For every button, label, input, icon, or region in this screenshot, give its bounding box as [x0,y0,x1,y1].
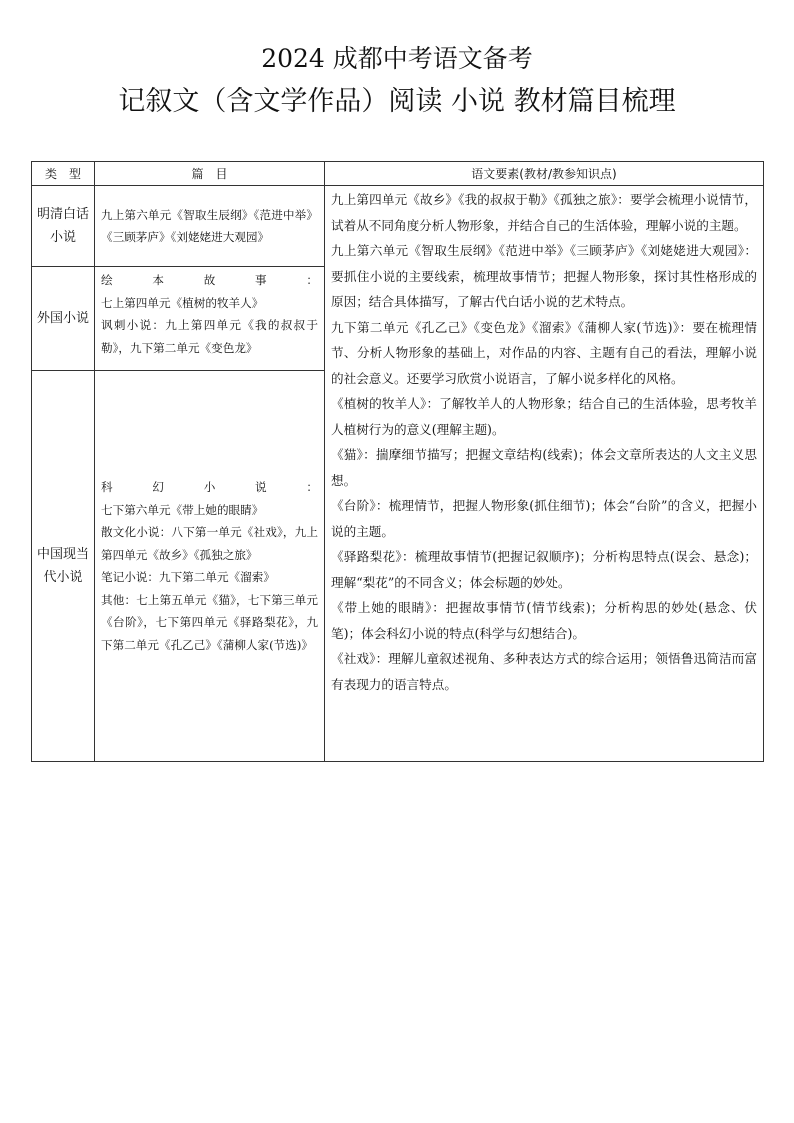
articles-cell [95,371,325,762]
articles-cell [95,267,325,371]
requirement-item: 九上第四单元《故乡》《我的叔叔于勒》《孤独之旅》：要学会梳理小说情节，试着从不同角度分析人物形象，并结合自己的生活体验，理解小说的主题。 [331,192,757,233]
header-articles: 篇 目 [95,162,325,186]
curriculum-table [31,161,764,762]
article-text: 七上第四单元《植树的牧羊人》 [101,295,264,310]
table-header-row [32,162,764,186]
requirement-item: 《驿路梨花》：梳理故事情节(把握记叙顺序)；分析构思特点(误会、悬念)；理解“梨花”的不同含义；体会标题的妙处。 [331,549,757,590]
article-entry [101,521,318,566]
article-entry [101,589,318,657]
article-label: 科幻小说： [101,480,318,494]
requirement-item: 《社戏》：理解儿童叙述视角、多种表达方式的综合运用；领悟鲁迅简洁而富有表现力的语言特点。 [331,651,757,692]
table-row [32,186,764,267]
requirement-item: 《带上她的眼睛》：把握故事情节(情节线索)；分析构思的妙处(悬念、伏笔)；体会科幻小说的特点(科学与幻想结合)。 [331,600,757,641]
article-label: 笔记小说： [101,570,159,584]
requirement-item: 《植树的牧羊人》：了解牧羊人的人物形象；结合自己的生活体验，思考牧羊人植树行为的意义(理解主题)。 [331,396,757,437]
header-type: 类 型 [32,162,95,186]
document-title-line2: 记叙文（含文学作品）阅读 小说 教材篇目梳理 [118,86,676,117]
article-entry [101,566,318,589]
article-label: 其他： [101,592,137,607]
document-title-line1: 2024 成都中考语文备考 [261,44,533,73]
requirement-item: 《猫》：揣摩细节描写；把握文章结构(线索)；体会文章所表达的人文主义思想。 [331,447,757,488]
article-text: 九下第二单元《溜索》 [158,570,275,584]
article-text: 九上第四单元《我的叔叔于勒》，九下第二单元《变色龙》 [101,318,318,355]
article-text: 八下第一单元《社戏》，九上第四单元《故乡》《孤独之旅》 [101,525,318,562]
type-cell: 明清白话小说 [32,186,95,267]
article-label: 讽刺小说： [101,318,166,332]
requirement-item: 九下第二单元《孔乙己》《变色龙》《溜索》《蒲柳人家(节选)》：要在梳理情节、分析人物形象的基础上，对作品的内容、主题有自己的看法，理解小说的社会意义。还要学习欣赏小说语言，了解小说多样化的风格。 [331,319,757,386]
articles-cell [95,186,325,267]
article-text: 七上第五单元《猫》，七下第三单元《台阶》，七下第四单元《驿路梨花》，九下第二单元《孔乙己》《蒲柳人家(节选)》 [101,592,318,652]
type-cell: 外国小说 [32,267,95,371]
requirement-item: 《台阶》：梳理情节，把握人物形象(抓住细节)；体会“台阶”的含义，把握小说的主题。 [331,498,757,539]
requirements-cell [325,186,764,762]
article-label: 绘本故事： [101,273,318,287]
type-cell: 中国现当代小说 [32,371,95,762]
requirement-item: 九上第六单元《智取生辰纲》《范进中举》《三顾茅庐》《刘姥姥进大观园》：要抓住小说的主要线索，梳理故事情节；把握人物形象，探讨其性格形成的原因；结合具体描写，了解古代白话小说的艺术特点。 [331,243,757,309]
article-entry [101,314,318,359]
article-entry [101,269,318,314]
article-entry [101,476,318,521]
article-label: 散文化小说： [101,525,172,539]
article-text: 七下第六单元《带上她的眼睛》 [101,502,264,517]
header-requirements: 语文要素(教材/教参知识点) [325,162,764,186]
article-entry: 九上第六单元《智取生辰纲》《范进中举》《三顾茅庐》《刘姥姥进大观园》 [101,207,318,244]
